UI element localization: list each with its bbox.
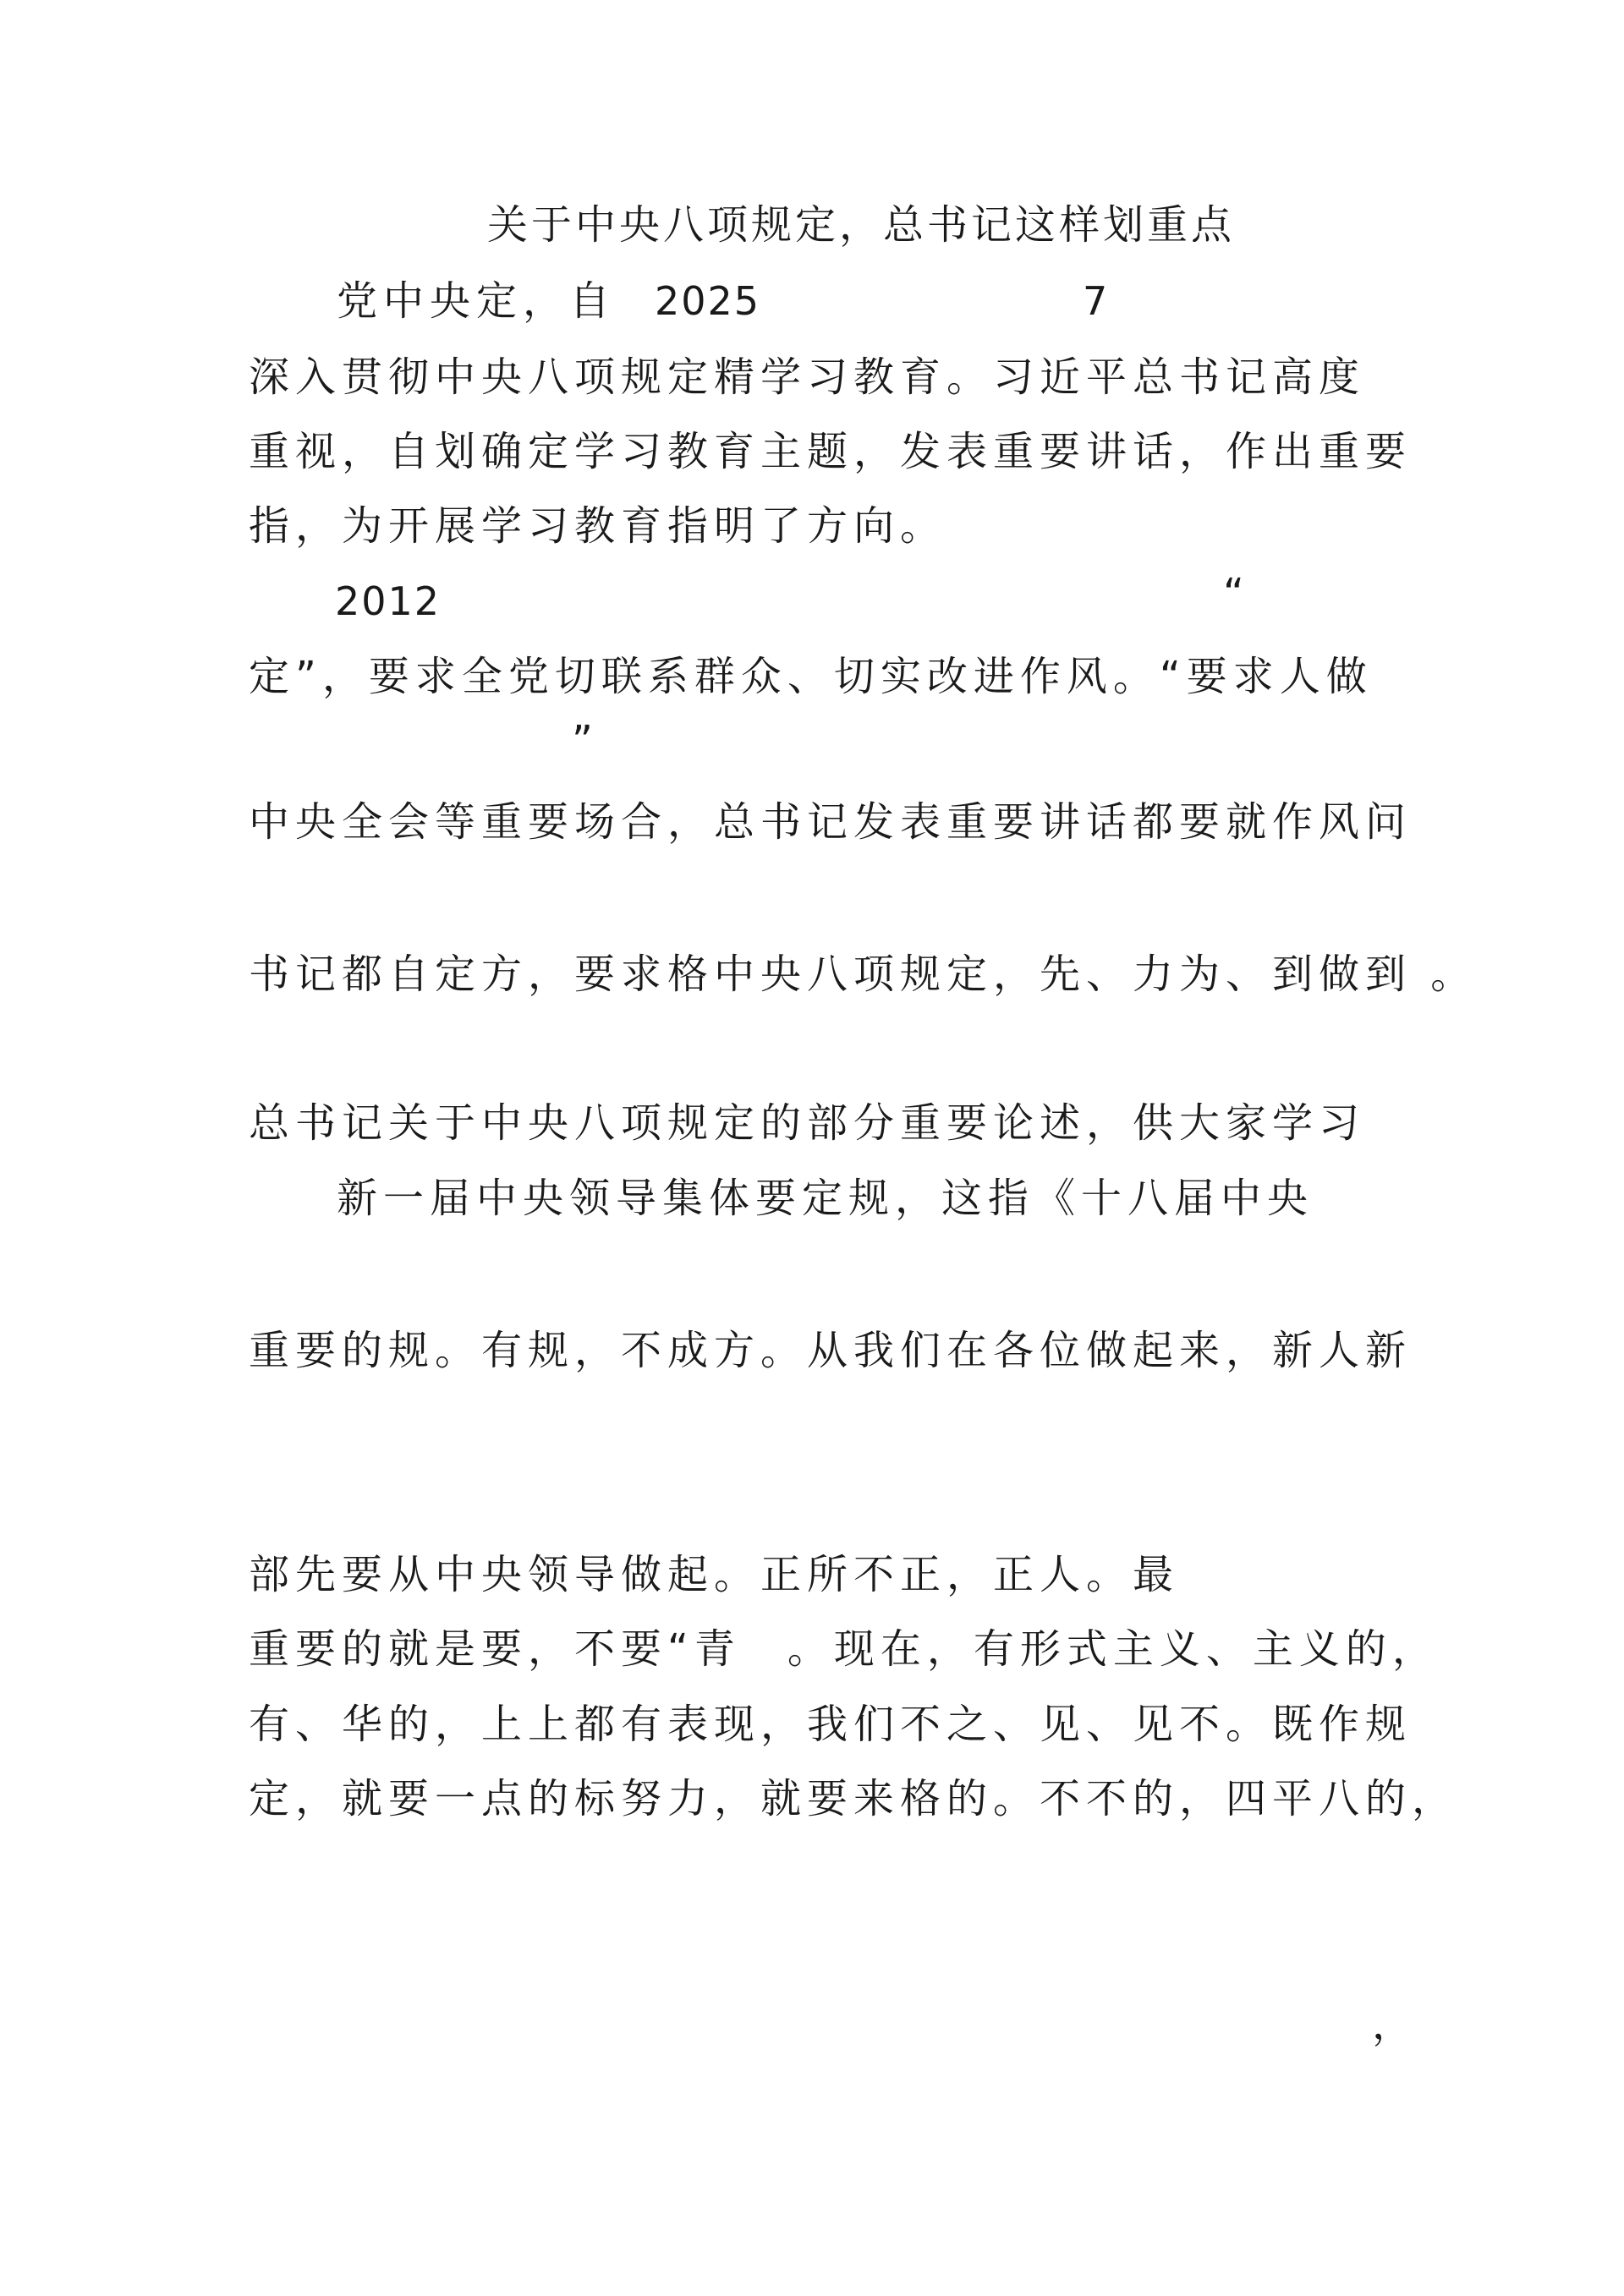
quote-line-3: 部先要从中央领导做起。正所不正，正人。最 — [249, 1551, 1180, 1598]
history-line-2: 定”，要求全党切联系群众、切实改进作风。“要求人做 — [249, 653, 1373, 700]
footer-mark: ， — [1372, 2001, 1413, 2048]
document-title: 关于中央八项规定，总书记这样划重点 — [487, 201, 1236, 249]
quote-line-2: 重要的规。有规，不成方。从我们在各位做起来，新人新 — [249, 1327, 1413, 1374]
intro-line-2: 深入贯彻中央八项规定精学习教育。习近平总书记高度 — [249, 353, 1366, 401]
history-year: 2012 — [335, 578, 442, 624]
quote-line-4: 重要的就是要，不要“青 。现在，有形式主义、主义的， — [249, 1625, 1439, 1673]
history-line-3: 中央全会等重要场合，总书记发表重要讲话都要就作风问 — [249, 798, 1413, 846]
quote-line-5: 有、华的，上上都有表现，我们不之、见、见不。既作规 — [249, 1701, 1413, 1748]
history-open-quote: “ — [1223, 570, 1244, 617]
intro-line-3: 重视，自划确定学习教育主题，发表重要讲话，作出重要 — [249, 428, 1413, 475]
intro-year: 2025 — [655, 278, 761, 324]
intro-line-4: 指，为开展学习教育指明了方向。 — [249, 502, 947, 550]
intro-month: 7 — [1083, 278, 1110, 324]
history-close-quote: ” — [572, 717, 593, 764]
history-line-4: 书记都自定方，要求格中央八项规定，先、力为、到做到 。 — [249, 951, 1478, 998]
quote-line-6: 定，就要一点的标努力，就要来格的。不不的，四平八的， — [249, 1775, 1459, 1822]
intro-lead: 党中央定，自 — [337, 277, 617, 325]
quote-line-1: 新一届中央领导集体要定规，这指《十八届中央 — [337, 1175, 1314, 1222]
history-line-5: 总书记关于中央八项规定的部分重要论述，供大家学习 — [249, 1099, 1366, 1147]
